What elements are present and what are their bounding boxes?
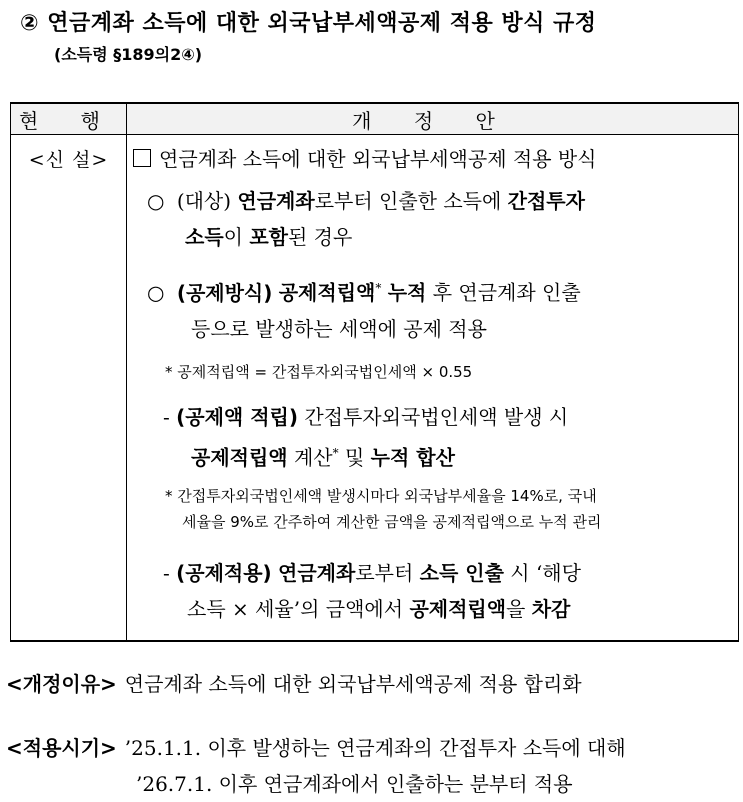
comparison-table	[10, 102, 739, 642]
list-item: - (공제액 적립) 간접투자외국법인세액 발생 시 공제적립액 계산* 및 누적 합산	[163, 405, 569, 470]
bullet-circle-icon: ○	[147, 189, 165, 213]
timing-label: <적용시기>	[6, 736, 117, 760]
table-header-row	[11, 103, 739, 135]
timing-line-1: ’25.1.1. 이후 발생하는 연금계좌의 간접투자 소득에 대해	[124, 736, 626, 760]
table-row	[11, 135, 739, 642]
column-header-revision: 개 정 안	[127, 103, 739, 135]
revision-heading: 연금계좌 소득에 대한 외국납부세액공제 적용 방식	[133, 143, 597, 172]
checkbox-square-icon	[133, 149, 151, 167]
section-subtitle: (소득령 §189의2④)	[54, 45, 203, 64]
list-item: ○ (대상) 연금계좌로부터 인출한 소득에 간접투자 소득이 포함된 경우	[147, 189, 585, 249]
footnote: * 공제적립액 = 간접투자외국법인세액 × 0.55	[165, 363, 473, 381]
revision-reason	[6, 668, 582, 697]
current-cell: <신 설>	[11, 135, 127, 642]
column-header-current: 현 행	[11, 103, 127, 135]
timing-line-2: ’26.7.1. 이후 연금계좌에서 인출하는 분부터 적용	[136, 772, 573, 796]
footnote: * 간접투자외국법인세액 발생시마다 외국납부세율을 14%로, 국내 세율을 9%로 간주하여 계산한 금액을 공제적립액으로 누적 관리	[165, 487, 602, 531]
section-title: ② 연금계좌 소득에 대한 외국납부세액공제 적용 방식 규정	[20, 11, 597, 36]
reason-label: <개정이유>	[6, 672, 117, 696]
reason-text: 연금계좌 소득에 대한 외국납부세액공제 적용 합리화	[124, 672, 582, 696]
revision-cell	[127, 135, 739, 642]
bullet-circle-icon: ○	[147, 280, 165, 305]
application-timing	[6, 730, 626, 802]
list-item: - (공제적용) 연금계좌로부터 소득 인출 시 ‘해당 소득 × 세율’의 금액에서 공제적립액을 차감	[163, 561, 581, 621]
list-item: ○ (공제방식) 공제적립액* 누적 후 연금계좌 인출 등으로 발생하는 세액에 공제 적용	[147, 280, 581, 341]
